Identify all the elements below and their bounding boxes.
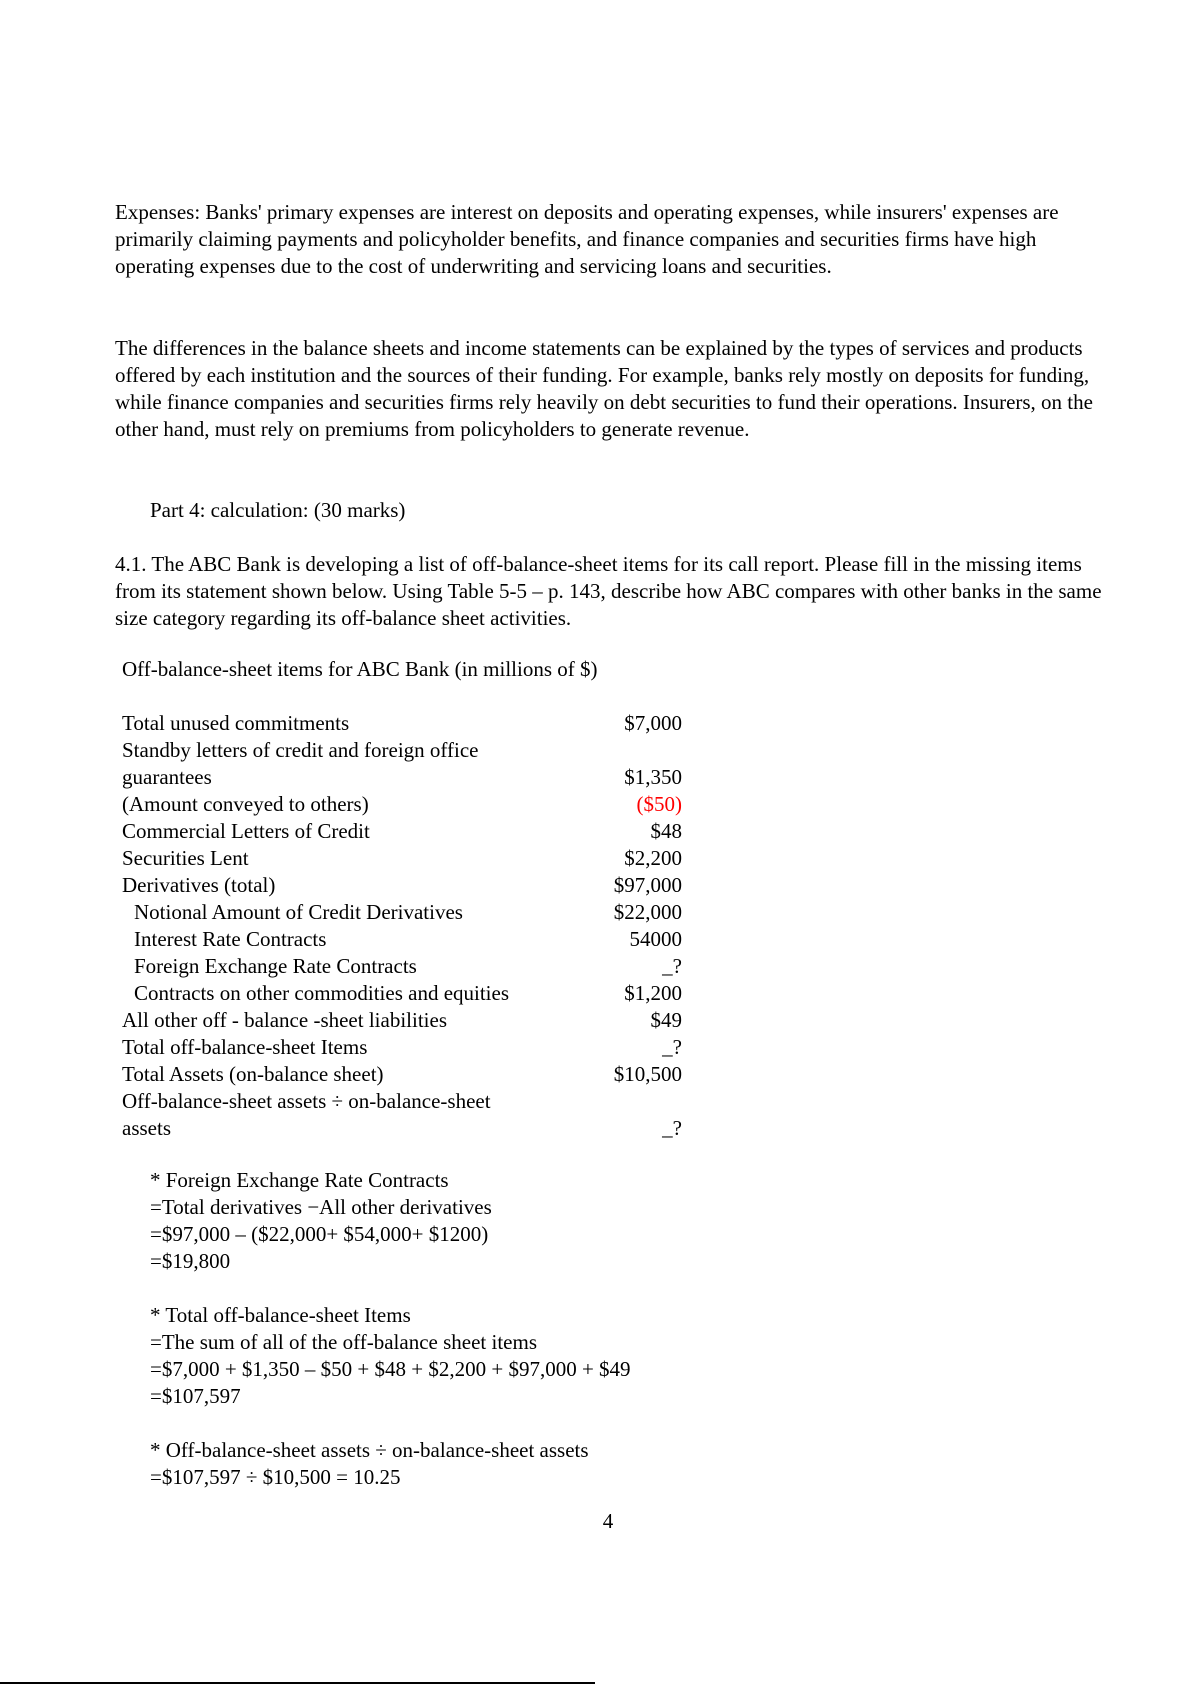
row-value: $22,000 [613, 900, 682, 924]
page-number: 4 [602, 1509, 614, 1533]
row-value: _? [662, 1116, 682, 1140]
row-value: _? [662, 954, 682, 978]
table-row [122, 710, 682, 737]
expenses-paragraph: Expenses: Banks' primary expenses are interest on deposits and operating expenses, while insurers' expenses are primarily claiming payments and policyholder benefits, and finance companies and securities firms have high operating expenses due to the cost of underwriting and servicing loans and securities. [115, 200, 1059, 278]
table-row [122, 1034, 682, 1061]
table-row [122, 872, 682, 899]
row-value: $2,200 [624, 846, 682, 870]
calc-total-off-balance [150, 1302, 631, 1410]
row-label: Interest Rate Contracts [134, 927, 327, 951]
calc-line: * Total off-balance-sheet Items [150, 1303, 411, 1327]
table-row [122, 845, 682, 872]
part4-heading: Part 4: calculation: (30 marks) [150, 498, 406, 522]
row-value: $1,200 [624, 981, 682, 1005]
calc-line: =$107,597 ÷ $10,500 = 10.25 [150, 1465, 401, 1489]
table-row [122, 1007, 682, 1034]
footer-divider [0, 1682, 595, 1684]
row-value: $7,000 [624, 711, 682, 735]
row-label: Standby letters of credit and foreign office guarantees [122, 738, 479, 789]
row-label: Total unused commitments [122, 711, 350, 735]
row-label: Notional Amount of Credit Derivatives [134, 900, 463, 924]
table-row [122, 953, 682, 980]
row-label: Contracts on other commodities and equities [134, 981, 510, 1005]
row-value: 54000 [629, 927, 682, 951]
row-label: (Amount conveyed to others) [122, 792, 369, 816]
table-row [122, 899, 682, 926]
row-label: Foreign Exchange Rate Contracts [134, 954, 417, 978]
calc-line: * Foreign Exchange Rate Contracts [150, 1168, 449, 1192]
table-row [122, 737, 682, 791]
row-label: All other off - balance -sheet liabilities [122, 1008, 447, 1032]
row-value: $10,500 [613, 1062, 682, 1086]
row-value: $49 [650, 1008, 682, 1032]
calc-line: =$19,800 [150, 1249, 231, 1273]
table-row [122, 926, 682, 953]
table-row [122, 818, 682, 845]
calc-line: =$107,597 [150, 1384, 241, 1408]
row-value: $1,350 [624, 765, 682, 789]
table-row [122, 1088, 682, 1142]
row-label: Off-balance-sheet assets ÷ on-balance-sheet assets [122, 1089, 491, 1140]
table-row [122, 980, 682, 1007]
row-label: Commercial Letters of Credit [122, 819, 370, 843]
row-value: $97,000 [613, 873, 682, 897]
calc-foreign-exchange [150, 1167, 492, 1275]
table-title: Off-balance-sheet items for ABC Bank (in millions of $) [122, 657, 598, 681]
row-value: $48 [650, 819, 682, 843]
row-label: Total Assets (on-balance sheet) [122, 1062, 384, 1086]
calc-ratio [150, 1437, 589, 1491]
table-row [122, 1061, 682, 1088]
table-row [122, 791, 682, 818]
calc-line: =$97,000 – ($22,000+ $54,000+ $1200) [150, 1222, 489, 1246]
calc-line: =$7,000 + $1,350 – $50 + $48 + $2,200 + $97,000 + $49 [150, 1357, 631, 1381]
calc-line: =Total derivatives −All other derivatives [150, 1195, 492, 1219]
row-label: Derivatives (total) [122, 873, 276, 897]
row-value-negative: ($50) [636, 792, 682, 816]
row-label: Securities Lent [122, 846, 249, 870]
row-label: Total off-balance-sheet Items [122, 1035, 368, 1059]
row-value: _? [662, 1035, 682, 1059]
calc-line: =The sum of all of the off-balance sheet items [150, 1330, 537, 1354]
differences-paragraph: The differences in the balance sheets and income statements can be explained by the types of services and products offered by each institution and the sources of their funding. For example, banks rely mostly on deposits for funding, while finance companies and securities firms rely heavily on debt securities to fund their operations. Insurers, on the other hand, must rely on premiums from policyholders to generate revenue. [115, 336, 1093, 441]
question-4-1: 4.1. The ABC Bank is developing a list of off-balance-sheet items for its call report. Please fill in the missing items from its statement shown below. Using Table 5-5 – p. 143, describe how ABC compares with other banks in the same size category regarding its off-balance sheet activities. [115, 552, 1102, 630]
calc-line: * Off-balance-sheet assets ÷ on-balance-sheet assets [150, 1438, 589, 1462]
